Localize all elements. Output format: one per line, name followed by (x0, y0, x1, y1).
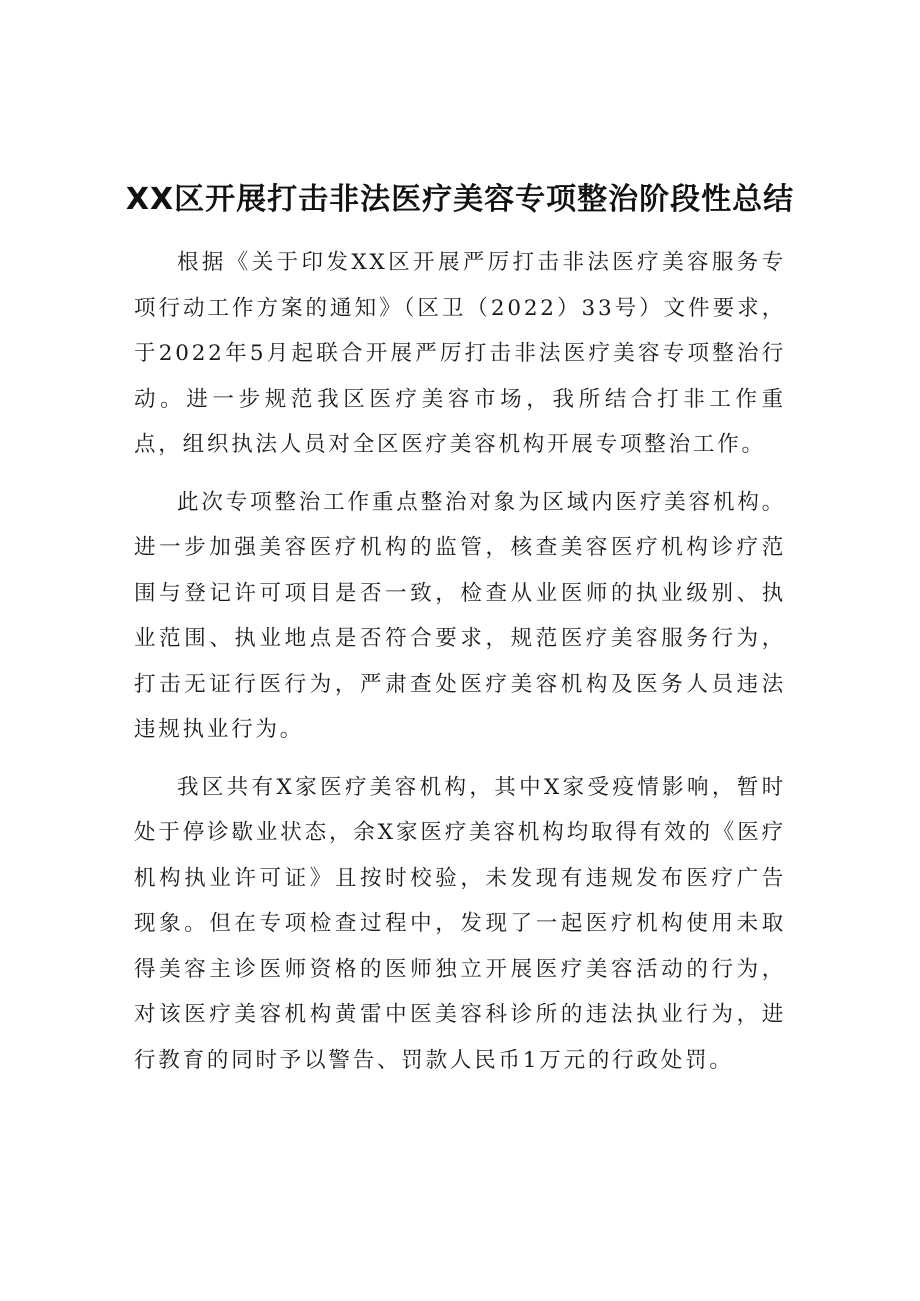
paragraph-1: 根据《关于印发XX区开展严厉打击非法医疗美容服务专项行动工作方案的通知》（区卫（2022）33号）文件要求，于2022年5月起联合开展严厉打击非法医疗美容专项整治行动。进一步规范我区医疗美容市场，我所结合打非工作重点，组织执法人员对全区医疗美容机构开展专项整治工作。 (134, 250, 786, 457)
paragraph-2: 此次专项整治工作重点整治对象为区域内医疗美容机构。进一步加强美容医疗机构的监管，核查美容医疗机构诊疗范围与登记许可项目是否一致，检查从业医师的执业级别、执业范围、执业地点是否符合要求，规范医疗美容服务行为，打击无证行医行为，严肃查处医疗美容机构及医务人员违法违规执业行为。 (134, 489, 786, 742)
document-title: XX区开展打击非法医疗美容专项整治阶段性总结 (125, 182, 795, 218)
document-body (134, 240, 786, 1095)
paragraph-3: 我区共有X家医疗美容机构，其中X家受疫情影响，暂时处于停诊歇业状态，余X家医疗美容机构均取得有效的《医疗机构执业许可证》且按时校验，未发现有违规发布医疗广告现象。但在专项检查过程中，发现了一起医疗机构使用未取得美容主诊医师资格的医师独立开展医疗美容活动的行为，对该医疗美容机构黄雷中医美容科诊所的违法执业行为，进行教育的同时予以警告、罚款人民币1万元的行政处罚。 (134, 774, 786, 1073)
